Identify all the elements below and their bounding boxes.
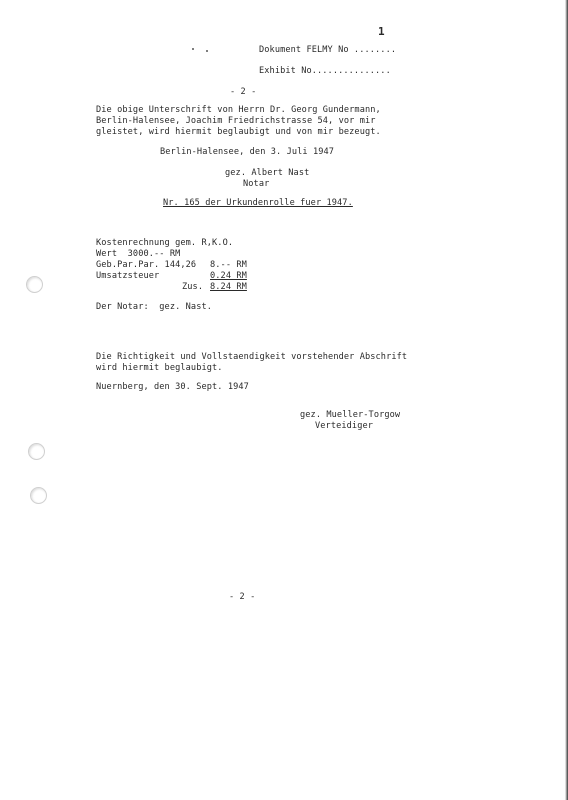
punch-hole-middle	[28, 443, 45, 460]
certification-signature: gez. Albert Nast	[225, 168, 310, 178]
cost-value: Wert 3000.-- RM	[96, 249, 181, 259]
cost-row-amount: 8.-- RM	[210, 260, 247, 270]
page-number-bottom: - 2 -	[229, 592, 256, 602]
cost-row-label: Umsatzsteuer	[96, 271, 160, 281]
notary-signature: Der Notar: gez. Nast.	[96, 302, 213, 312]
cost-total-amount: 8.24 RM	[210, 282, 247, 292]
punch-hole-top	[26, 276, 43, 293]
certification-line: gleistet, wird hiermit beglaubigt und von mir bezeugt.	[96, 127, 381, 137]
attestation-signature: gez. Mueller-Torgow	[300, 410, 401, 420]
cost-total-label: Zus.	[182, 282, 204, 292]
speck	[206, 50, 208, 52]
certification-line: Berlin-Halensee, Joachim Friedrichstrasse 54, vor mir	[96, 116, 376, 126]
attestation-line: Die Richtigkeit und Vollstaendigkeit vorstehender Abschrift	[96, 352, 408, 362]
exhibit-label: Exhibit No...............	[259, 66, 391, 76]
certification-place-date: Berlin-Halensee, den 3. Juli 1947	[160, 147, 335, 157]
cost-row-label: Geb.Par.Par. 144,26	[96, 260, 197, 270]
register-number: Nr. 165 der Urkundenrolle fuer 1947.	[163, 198, 353, 208]
punch-hole-bottom	[30, 487, 47, 504]
certification-line: Die obige Unterschrift von Herrn Dr. Georg Gundermann,	[96, 105, 381, 115]
page-marker: 1	[378, 25, 385, 38]
cost-heading: Kostenrechnung gem. R,K.O.	[96, 238, 234, 248]
cost-row-amount: 0.24 RM	[210, 271, 247, 281]
certification-role: Notar	[243, 179, 270, 189]
attestation-line: wird hiermit beglaubigt.	[96, 363, 223, 373]
document-label: Dokument FELMY No ........	[259, 45, 397, 55]
page-number-top: - 2 -	[230, 87, 257, 97]
attestation-role: Verteidiger	[315, 421, 374, 431]
speck	[192, 48, 194, 50]
attestation-place-date: Nuernberg, den 30. Sept. 1947	[96, 382, 249, 392]
